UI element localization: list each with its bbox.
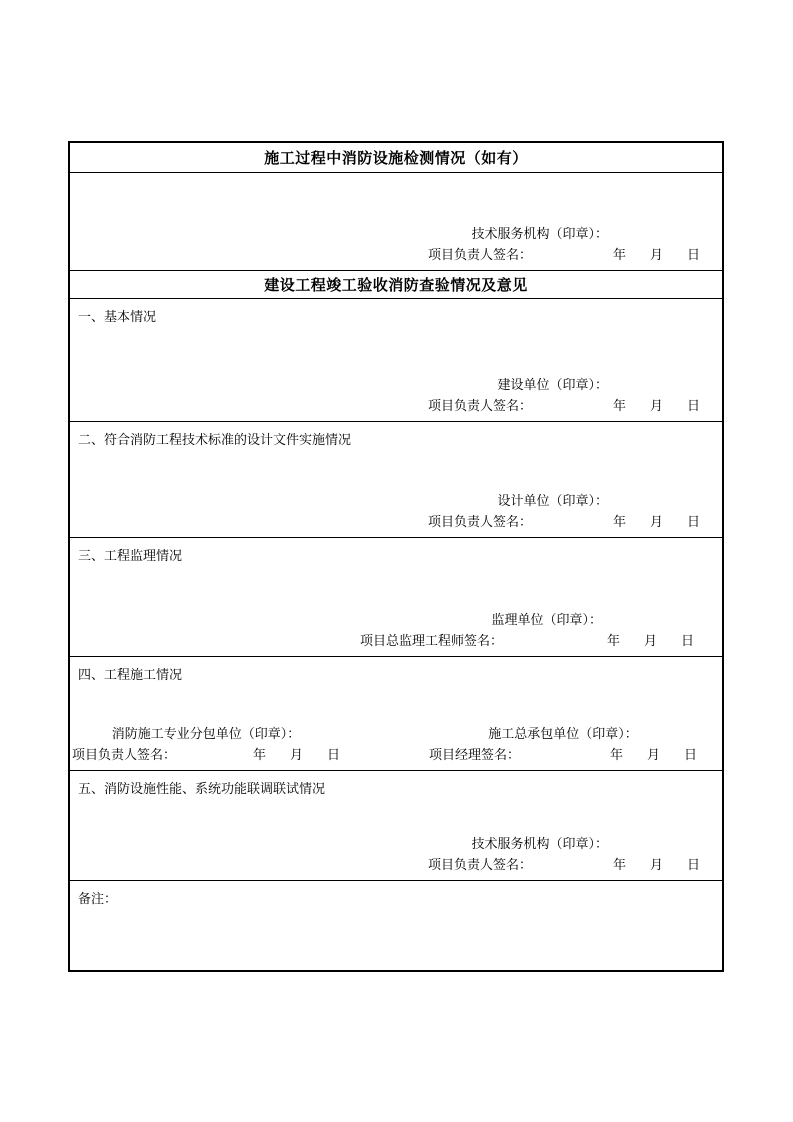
detection-content-cell (70, 173, 722, 271)
item2-design-documents-cell (70, 422, 722, 538)
sign-line (360, 630, 694, 651)
signature-block-item1 (428, 374, 700, 416)
org-seal-label: 消防施工专业分包单位（印章）： (111, 726, 301, 741)
sign-label: 项目负责人签名： (428, 857, 533, 872)
date-labels (613, 244, 700, 265)
day-label: 日 (326, 747, 340, 762)
year-label: 年 (612, 514, 626, 529)
org-seal-label: 监理单位（印章）： (491, 612, 602, 627)
item4-title: 四、工程施工情况 (78, 667, 183, 682)
item1-basic-situation-cell (70, 299, 722, 422)
signature-block-detection (428, 223, 700, 265)
year-label: 年 (606, 633, 620, 648)
date-labels (610, 744, 697, 765)
remarks-cell (70, 881, 722, 970)
sign-label: 项目负责人签名： (428, 247, 533, 262)
section-header-acceptance (70, 271, 722, 299)
remarks-label: 备注： (78, 891, 118, 906)
org-seal-label: 技术服务机构（印章）： (471, 836, 608, 851)
sign-line (428, 395, 700, 416)
sign-line (72, 744, 340, 765)
sign-label: 项目负责人签名： (72, 747, 177, 762)
signature-block-item5 (428, 833, 700, 875)
item3-title: 三、工程监理情况 (78, 548, 183, 563)
day-label: 日 (686, 514, 700, 529)
sign-line (428, 244, 700, 265)
item4-construction-cell (70, 657, 722, 771)
item1-title: 一、基本情况 (78, 309, 157, 324)
signature-block-subcontractor (72, 723, 340, 765)
signature-block-general-contractor (429, 723, 697, 765)
sign-line (429, 744, 697, 765)
item5-joint-test-cell (70, 771, 722, 881)
org-seal-label: 建设单位（印章）： (497, 377, 608, 392)
year-label: 年 (612, 857, 626, 872)
signature-block-item2 (428, 490, 700, 532)
day-label: 日 (686, 398, 700, 413)
item5-title: 五、消防设施性能、系统功能联调联试情况 (78, 781, 326, 796)
day-label: 日 (680, 633, 694, 648)
item2-title: 二、符合消防工程技术标准的设计文件实施情况 (78, 432, 352, 447)
sign-label: 项目经理签名： (429, 747, 521, 762)
section-header-detection (70, 143, 722, 173)
section-header-detection-title: 施工过程中消防设施检测情况（如有） (264, 151, 528, 167)
sign-label: 项目负责人签名： (428, 514, 533, 529)
date-labels (253, 744, 340, 765)
date-labels (613, 395, 700, 416)
sign-label: 项目负责人签名： (428, 398, 533, 413)
year-label: 年 (609, 747, 623, 762)
month-label: 月 (289, 747, 303, 762)
org-seal-label: 设计单位（印章）： (497, 493, 608, 508)
fire-acceptance-form-table (68, 141, 724, 972)
month-label: 月 (649, 857, 663, 872)
date-labels (613, 511, 700, 532)
org-seal-label: 施工总承包单位（印章）： (488, 726, 638, 741)
year-label: 年 (252, 747, 266, 762)
sign-line (428, 511, 700, 532)
month-label: 月 (646, 747, 660, 762)
date-labels (613, 854, 700, 875)
item3-supervision-cell (70, 538, 722, 657)
date-labels (607, 630, 694, 651)
section-header-acceptance-title: 建设工程竣工验收消防查验情况及意见 (264, 278, 528, 294)
month-label: 月 (649, 247, 663, 262)
month-label: 月 (649, 514, 663, 529)
day-label: 日 (686, 247, 700, 262)
sign-label: 项目总监理工程师签名： (360, 633, 504, 648)
sign-line (428, 854, 700, 875)
day-label: 日 (686, 857, 700, 872)
year-label: 年 (612, 398, 626, 413)
month-label: 月 (649, 398, 663, 413)
year-label: 年 (612, 247, 626, 262)
day-label: 日 (683, 747, 697, 762)
org-seal-label: 技术服务机构（印章）： (471, 226, 608, 241)
month-label: 月 (643, 633, 657, 648)
signature-block-item3 (360, 609, 694, 651)
